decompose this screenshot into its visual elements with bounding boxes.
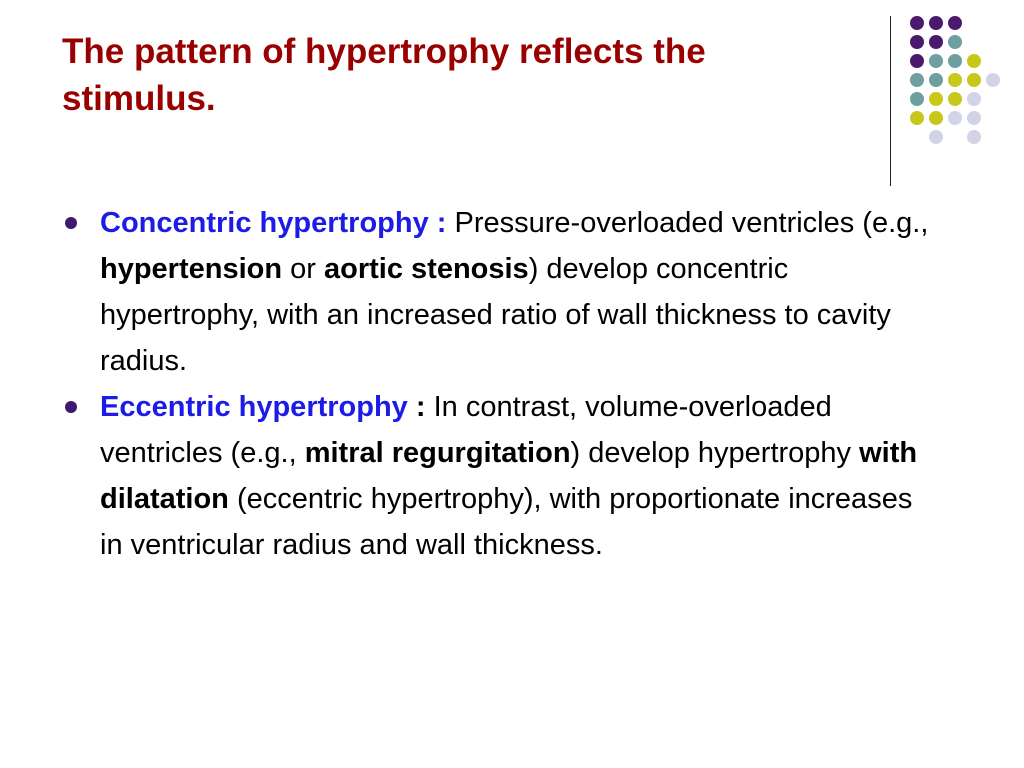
decor-dot (910, 92, 924, 106)
decor-dot (929, 111, 943, 125)
slide-title: The pattern of hypertrophy reflects the stimulus. (62, 32, 706, 118)
bullet-dot-icon (65, 401, 77, 413)
decor-dot (948, 54, 962, 68)
decor-dot (967, 130, 981, 144)
bullet-item-eccentric (62, 384, 942, 568)
decor-dot (948, 111, 962, 125)
decor-dot (986, 73, 1000, 87)
decor-dot (929, 54, 943, 68)
keyword-mitral-regurgitation: mitral regurgitation (304, 437, 571, 469)
text-segment: In contrast, volume-overloaded ventricles (e.g., (100, 391, 832, 469)
text-segment: ) develop hypertrophy (570, 437, 860, 469)
decor-dot (929, 16, 943, 30)
decor-dot (967, 92, 981, 106)
decor-dot (910, 35, 924, 49)
decor-dot (967, 73, 981, 87)
text-segment: or (282, 253, 324, 285)
decor-dot (929, 92, 943, 106)
keyword-aortic-stenosis: aortic stenosis (324, 253, 529, 285)
term-concentric-hypertrophy: Concentric hypertrophy : (100, 207, 447, 239)
term-colon: : (407, 391, 426, 423)
decor-dot (948, 92, 962, 106)
title-divider-line (890, 16, 891, 186)
bullet-list (62, 200, 942, 568)
decor-dot (910, 54, 924, 68)
decor-dot (967, 111, 981, 125)
decor-dot (929, 35, 943, 49)
decor-dot (948, 35, 962, 49)
keyword-with-dilatation: with dilatation (100, 437, 918, 515)
decor-dot (948, 73, 962, 87)
decor-dot (948, 16, 962, 30)
text-segment: (eccentric hypertrophy), with proportionate increases in ventricular radius and wall thickness. (100, 483, 913, 561)
keyword-hypertension: hypertension (100, 253, 283, 285)
text-segment: Pressure-overloaded ventricles (e.g., (446, 207, 929, 239)
bullet-item-concentric (62, 200, 942, 384)
decor-dot (929, 130, 943, 144)
decor-dot (929, 73, 943, 87)
text-segment: ) develop concentric hypertrophy, with an increased ratio of wall thickness to cavity radius. (100, 253, 891, 377)
bullet-dot-icon (65, 217, 77, 229)
decor-dot (910, 73, 924, 87)
decor-dot (910, 16, 924, 30)
decor-dot (967, 54, 981, 68)
term-eccentric-hypertrophy: Eccentric hypertrophy (100, 391, 408, 423)
decor-dot (910, 111, 924, 125)
